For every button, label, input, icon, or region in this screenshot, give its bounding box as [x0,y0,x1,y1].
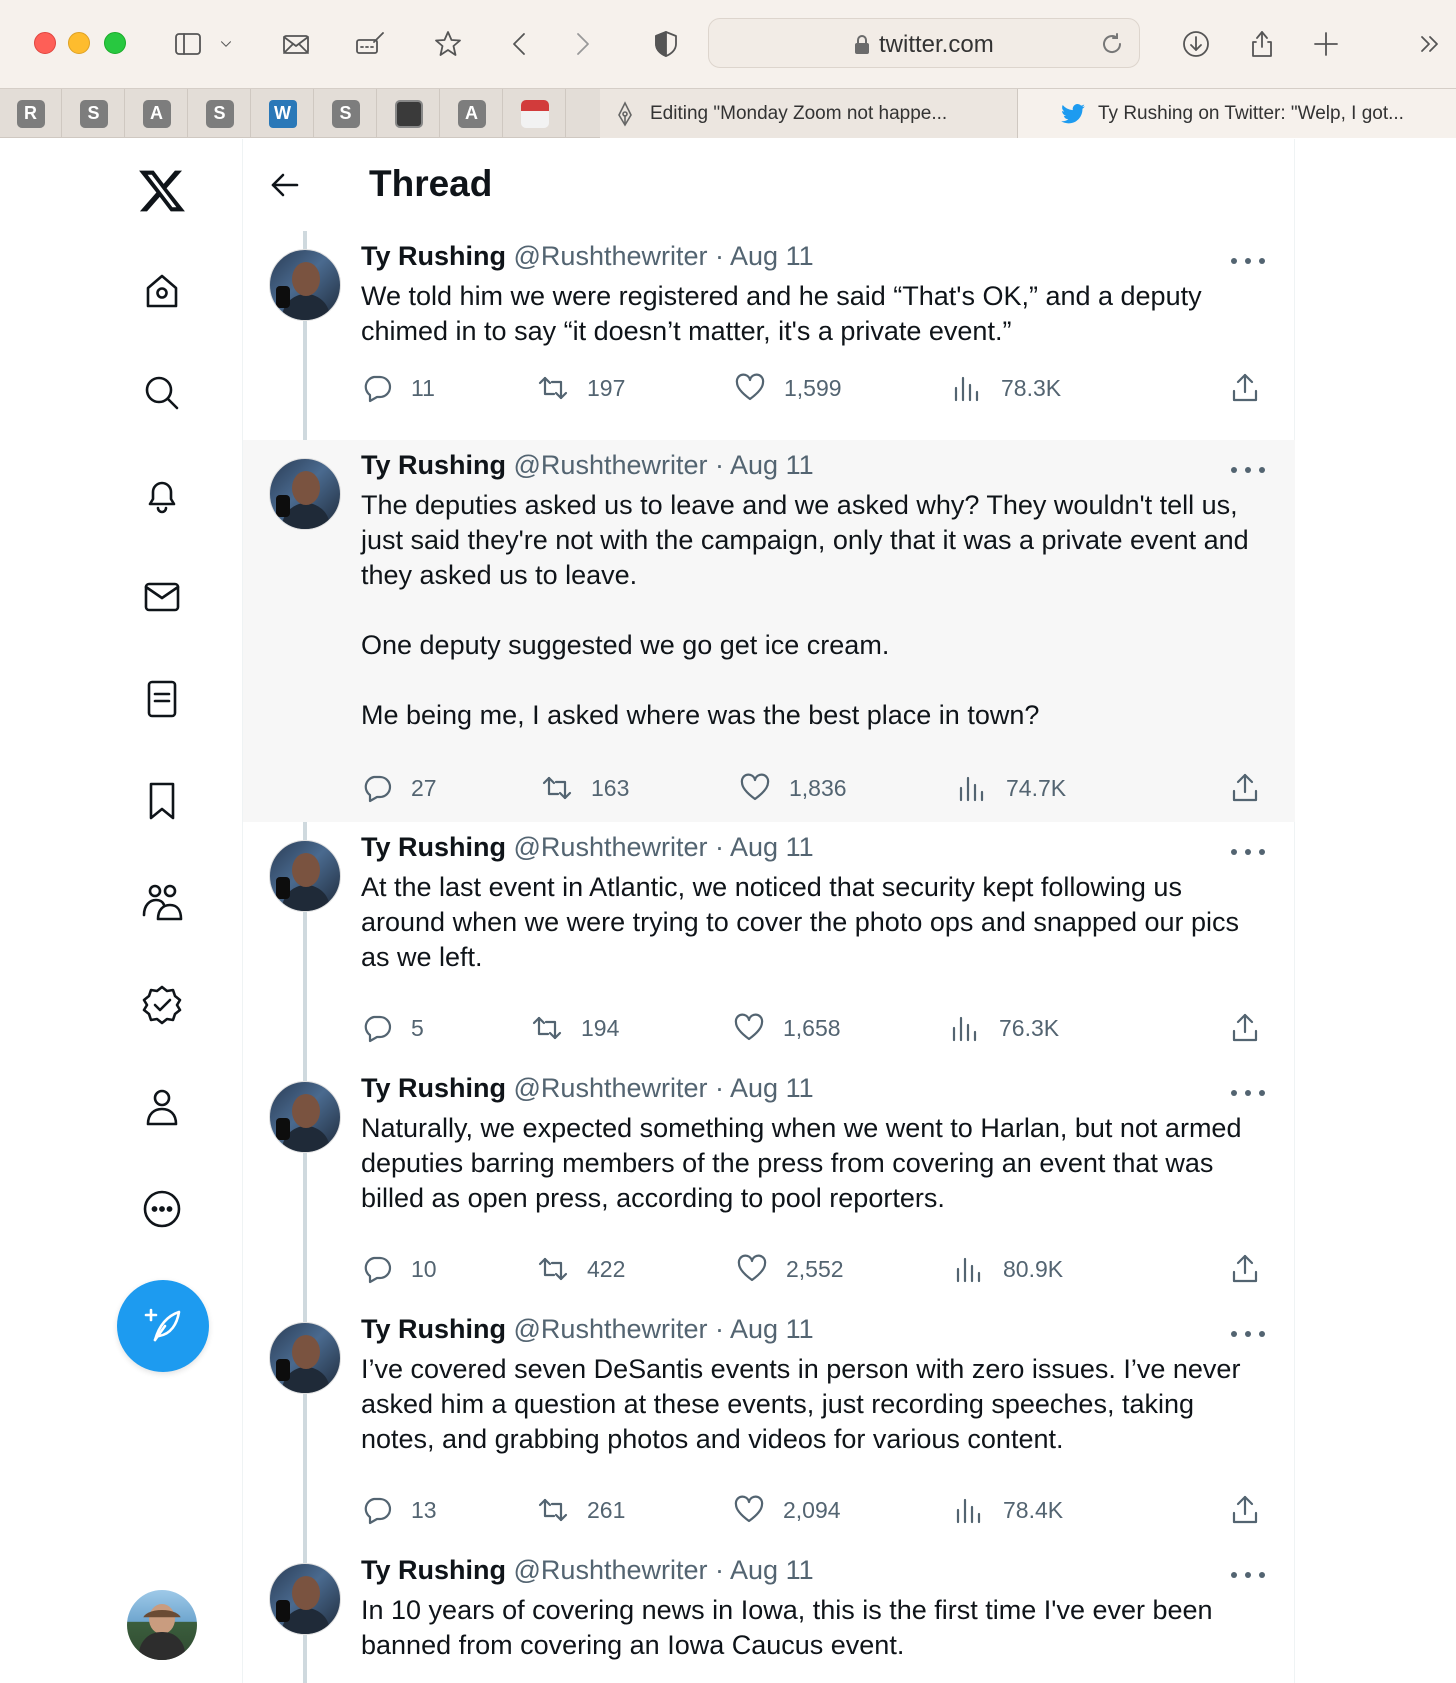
retweet-count: 422 [587,1255,626,1282]
account-avatar[interactable] [127,1590,197,1660]
tweet-actions [361,768,1261,808]
tweet[interactable] [243,1545,1295,1683]
view-count: 80.9K [1003,1255,1064,1282]
tweet-date[interactable]: Aug 11 [730,1073,814,1103]
download-icon[interactable] [1176,24,1216,64]
more-tabs-icon[interactable] [1410,24,1450,64]
retweet-icon [537,1494,569,1526]
tweet[interactable] [243,1063,1295,1304]
reply-bubble-icon [361,1012,393,1044]
mail-icon[interactable] [276,24,316,64]
forward-icon[interactable] [562,24,602,64]
view-count: 78.3K [1001,374,1062,401]
tweet-text: We told him we were registered and he said “That's OK,” and a deputy chimed in to say “it doesn’t matter, it's a private event.” [361,281,1202,346]
like-button[interactable] [733,1490,841,1530]
author-avatar[interactable] [269,458,341,530]
views-chart-icon [953,1253,985,1285]
lock-icon [851,33,873,55]
more-dots-icon[interactable] [1231,249,1265,273]
like-button[interactable] [734,368,842,408]
wordpress-icon: W [269,100,297,128]
tweet-header: Ty Rushing @Rushthewriter · Aug 11 [361,241,814,271]
tweet[interactable] [243,1304,1295,1545]
back-arrow-icon[interactable] [267,167,303,203]
browser-toolbar [0,0,1456,88]
tweet-date[interactable]: Aug 11 [730,1555,814,1585]
pinned-tab[interactable]: S [315,89,377,138]
pinned-tab[interactable]: A [441,89,503,138]
tweet-actions [361,368,1261,408]
reload-icon[interactable] [1099,31,1125,57]
author-handle[interactable]: @Rushthewriter [513,1314,708,1344]
feather-plus-icon [141,1304,185,1348]
reply-bubble-icon [361,372,393,404]
author-handle[interactable]: @Rushthewriter [513,450,708,480]
thread-header [243,139,1295,231]
page-title: Thread [369,163,493,204]
views-button[interactable] [951,368,1061,408]
author-avatar[interactable] [269,1563,341,1635]
like-button[interactable] [736,1249,844,1289]
retweet-count: 194 [581,1014,620,1041]
views-button[interactable] [953,1249,1063,1289]
tab-bar [0,88,1456,138]
tweet-actions [361,1490,1261,1530]
pinned-tab[interactable]: A [126,89,188,138]
star-icon[interactable] [428,24,468,64]
tweet-text: In 10 years of covering news in Iowa, this is the first time I've ever been banned from covering an Iowa Caucus event. [361,1595,1213,1660]
more-options-icon[interactable] [138,1185,186,1233]
views-chart-icon [949,1012,981,1044]
tweet-text: The deputies asked us to leave and we asked why? They wouldn't tell us, just said they're not with the campaign, only that it was a private event and they asked us to leave. One deputy suggested we go get ice cream. Me being me, I asked where was the best place in town? [361,490,1249,730]
author-handle[interactable]: @Rushthewriter [513,832,708,862]
retweet-icon [541,772,573,804]
back-icon[interactable] [500,24,540,64]
tweet-header: Ty Rushing @Rushthewriter · Aug 11 [361,1314,814,1344]
reply-count: 11 [411,374,435,401]
primary-nav [0,139,243,1683]
pinned-tab[interactable] [378,89,440,138]
views-button[interactable] [949,1008,1059,1048]
author-name[interactable]: Ty Rushing [361,241,506,271]
communities-icon[interactable] [138,879,186,927]
tab-title: Editing "Monday Zoom not happe... [650,102,948,124]
views-button[interactable] [956,768,1066,808]
reply-button[interactable] [361,768,437,808]
reply-count: 13 [411,1496,437,1523]
author-name[interactable]: Ty Rushing [361,1314,506,1344]
view-count: 78.4K [1003,1496,1064,1523]
tweet[interactable] [243,440,1295,822]
pinned-tab[interactable] [504,89,566,138]
author-name[interactable]: Ty Rushing [361,832,506,862]
shield-icon[interactable] [646,24,686,64]
retweet-count: 163 [591,774,630,801]
author-name[interactable]: Ty Rushing [361,1073,506,1103]
pinned-tab[interactable]: S [63,89,125,138]
share-button[interactable] [1229,368,1261,408]
retweet-count: 197 [587,374,626,401]
heart-icon [733,1012,765,1044]
chevron-down-icon[interactable] [216,24,236,64]
retweet-icon [537,1253,569,1285]
reply-button[interactable] [361,1249,437,1289]
lists-icon[interactable] [138,675,186,723]
more-dots-icon[interactable] [1231,458,1265,482]
pinned-tab[interactable]: R [0,89,62,138]
retweet-icon [531,1012,563,1044]
close-window-button[interactable] [34,32,56,54]
share-upload-icon [1229,772,1261,804]
like-count: 1,836 [789,774,847,801]
film-icon [395,100,423,128]
retweet-button[interactable] [537,1249,625,1289]
tweet-date[interactable]: Aug 11 [730,241,814,271]
tweet-header: Ty Rushing @Rushthewriter · Aug 11 [361,1555,814,1585]
heart-icon [733,1494,765,1526]
retweet-button[interactable] [537,1490,625,1530]
url-text: twitter.com [879,31,994,58]
share-button[interactable] [1229,768,1261,808]
tweet-text: I’ve covered seven DeSantis events in person with zero issues. I’ve never asked him a question at these events, just recording speeches, taking notes, and grabbing photos and videos for various content. [361,1354,1241,1454]
more-dots-icon[interactable] [1231,1322,1265,1346]
reply-count: 27 [411,774,437,801]
author-name[interactable]: Ty Rushing [361,450,506,480]
share-button[interactable] [1229,1249,1261,1289]
view-count: 76.3K [999,1014,1060,1041]
notifications-bell-icon[interactable] [138,471,186,519]
home-icon[interactable] [138,267,186,315]
messages-envelope-icon[interactable] [138,573,186,621]
tweet[interactable] [243,822,1295,1063]
retweet-button[interactable] [537,368,625,408]
author-name[interactable]: Ty Rushing [361,1555,506,1585]
tweet[interactable] [243,231,1295,421]
reply-button[interactable] [361,1008,424,1048]
pinned-tab[interactable]: S [189,89,251,138]
tweet-date[interactable]: Aug 11 [730,450,814,480]
like-count: 2,094 [783,1496,841,1523]
reply-button[interactable] [361,1490,437,1530]
thread-column [243,139,1295,1683]
search-icon[interactable] [138,369,186,417]
reply-button[interactable] [361,368,435,408]
tweet-header: Ty Rushing @Rushthewriter · Aug 11 [361,450,814,480]
author-avatar[interactable] [269,249,341,321]
share-button[interactable] [1229,1008,1261,1048]
x-logo-icon[interactable] [136,165,188,217]
retweet-button[interactable] [541,768,629,808]
profile-icon[interactable] [138,1083,186,1131]
reply-count: 5 [411,1014,424,1041]
author-handle[interactable]: @Rushthewriter [513,1555,708,1585]
share-upload-icon [1229,1253,1261,1285]
like-count: 1,599 [784,374,842,401]
views-chart-icon [951,372,983,404]
retweet-count: 261 [587,1496,626,1523]
share-button[interactable] [1229,1490,1261,1530]
reply-count: 10 [411,1255,437,1282]
author-handle[interactable]: @Rushthewriter [513,241,708,271]
address-bar[interactable] [708,18,1140,68]
minimize-window-button[interactable] [68,32,90,54]
share-icon[interactable] [1242,24,1282,64]
author-avatar[interactable] [269,1081,341,1153]
retweet-icon [537,372,569,404]
heart-icon [739,772,771,804]
more-dots-icon[interactable] [1231,840,1265,864]
pinned-tab[interactable] [252,89,314,138]
more-dots-icon[interactable] [1231,1563,1265,1587]
heart-icon [736,1253,768,1285]
heart-icon [734,372,766,404]
edit-icon[interactable] [350,24,390,64]
view-count: 74.7K [1006,774,1067,801]
share-upload-icon [1229,1494,1261,1526]
author-handle[interactable]: @Rushthewriter [513,1073,708,1103]
tweet-actions [361,1249,1261,1289]
bookmark-icon[interactable] [138,777,186,825]
tab-editing[interactable] [600,89,1018,138]
views-chart-icon [953,1494,985,1526]
pen-nib-icon [612,101,638,127]
tab-twitter[interactable] [1018,89,1456,138]
author-avatar[interactable] [269,840,341,912]
sidebar-toggle-icon[interactable] [168,24,208,64]
verified-badge-icon[interactable] [138,981,186,1029]
twitter-bird-icon [1060,101,1086,127]
tweet-text: At the last event in Atlantic, we noticed that security kept following us around when we were trying to cover the photo ops and snapped our pics as we left. [361,872,1240,972]
like-button[interactable] [739,768,847,808]
like-count: 2,552 [786,1255,844,1282]
views-button[interactable] [953,1490,1063,1530]
tweet-actions [361,1008,1261,1048]
share-upload-icon [1229,1012,1261,1044]
author-avatar[interactable] [269,1322,341,1394]
flag-icon [521,100,549,128]
views-chart-icon [956,772,988,804]
tweet-header: Ty Rushing @Rushthewriter · Aug 11 [361,1073,814,1103]
tweet-date[interactable]: Aug 11 [730,1314,814,1344]
tweet-date[interactable]: Aug 11 [730,832,814,862]
reply-bubble-icon [361,772,393,804]
compose-post-button[interactable] [117,1280,209,1372]
retweet-button[interactable] [531,1008,619,1048]
reply-bubble-icon [361,1253,393,1285]
more-dots-icon[interactable] [1231,1081,1265,1105]
zoom-window-button[interactable] [104,32,126,54]
share-upload-icon [1229,372,1261,404]
like-count: 1,658 [783,1014,841,1041]
tab-title: Ty Rushing on Twitter: "Welp, I got... [1098,102,1404,124]
tweet-header: Ty Rushing @Rushthewriter · Aug 11 [361,832,814,862]
like-button[interactable] [733,1008,841,1048]
new-tab-icon[interactable] [1306,24,1346,64]
tweet-text: Naturally, we expected something when we went to Harlan, but not armed deputies barring members of the press from covering an event that was billed as open press, according to pool reporters. [361,1113,1242,1213]
right-sidebar [1296,139,1456,1683]
reply-bubble-icon [361,1494,393,1526]
